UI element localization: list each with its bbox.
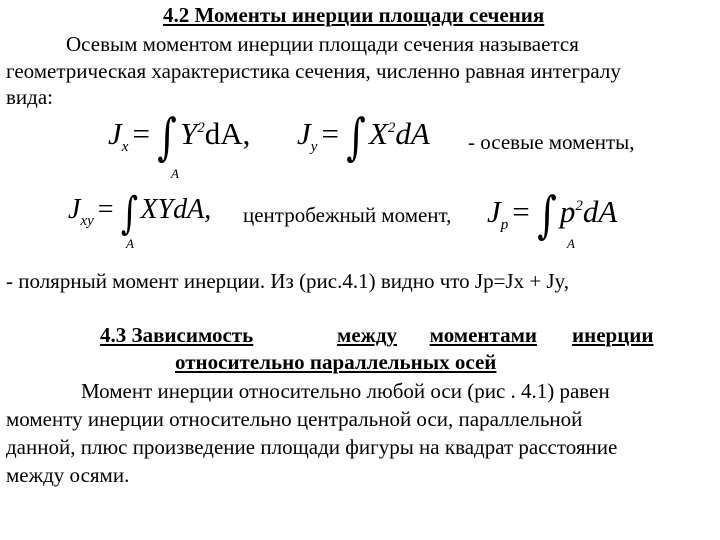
theorem-line-1: Момент инерции относительно любой оси (рис . 4.1) равен <box>81 379 610 403</box>
formula-jy-equals: = <box>321 116 339 151</box>
formula-jy-exponent: 2 <box>387 120 396 136</box>
definition-line-3: вида: <box>6 85 53 109</box>
section-4-3-title-word-2 <box>257 322 397 348</box>
formula-jx-differential: dA, <box>204 116 251 151</box>
integral-limit-a: A <box>171 166 179 181</box>
formula-jx <box>108 108 278 182</box>
formula-jx-variable: Y <box>179 116 198 151</box>
formula-jy-variable: X <box>368 116 388 151</box>
section-4-3-title-word-1: 4.3 Зависимость <box>100 323 254 347</box>
formula-jp-variable: p <box>559 194 576 229</box>
theorem-line-4: между осями. <box>6 463 130 487</box>
formula-jp-differential: dA <box>582 194 618 229</box>
formula-jy <box>297 108 457 182</box>
definition-line-1: Осевым моментом инерции площади сечения называется <box>66 32 579 56</box>
formula-jxy-equals: = <box>97 194 114 225</box>
section-4-3-title-word-2-text: между <box>337 323 397 347</box>
integral-sign: ∫ <box>157 108 177 166</box>
formula-jx-symbol: J <box>108 116 122 151</box>
integral-sign: ∫ <box>537 186 557 244</box>
formula-jxy-integrand: XYdA, <box>140 194 212 225</box>
formula-jp-subscript: p <box>500 217 509 233</box>
section-4-3-title-word-3 <box>397 322 537 348</box>
formula-jx-equals: = <box>132 116 150 151</box>
section-4-3-title-line-2: относительно параллельных осей <box>175 350 497 374</box>
formula-jy-subscript: y <box>310 139 318 155</box>
polar-moment-line: - полярный момент инерции. Из (рис.4.1) видно что Jp=Jx + Jy, <box>6 269 569 293</box>
integral-sign: ∫ <box>346 108 366 166</box>
formula-jp-exponent: 2 <box>575 198 583 214</box>
integral-limit-a: A <box>567 236 575 251</box>
formula-jp-symbol: J <box>487 194 501 229</box>
integral-limit-a: A <box>126 236 134 251</box>
formula-jxy-symbol: J <box>68 194 81 225</box>
section-4-2-title: 4.2 Моменты инерции площади сечения <box>163 3 545 27</box>
formula-jxy <box>68 188 228 254</box>
formula-jx-subscript: x <box>121 139 129 155</box>
formula-jp-equals: = <box>512 194 530 229</box>
theorem-line-2: моменту инерции относительно центральной оси, параллельной <box>6 407 583 431</box>
formula-jp <box>487 186 662 252</box>
formula-jx-exponent: 2 <box>197 120 205 136</box>
section-4-3-title-word-3-text: моментами <box>429 323 537 347</box>
definition-line-2: геометрическая характеристика сечения, численно равная интегралу <box>6 59 621 83</box>
axial-moments-label: - осевые моменты, <box>468 130 635 154</box>
theorem-line-3: данной, плюс произведение площади фигуры на квадрат расстояние <box>6 435 618 459</box>
formula-jy-symbol: J <box>297 116 311 151</box>
formula-jxy-subscript: xy <box>80 213 94 229</box>
formula-jy-differential: dA <box>395 116 430 151</box>
centrifugal-moment-label: центробежный момент, <box>243 203 452 227</box>
integral-sign: ∫ <box>120 188 138 239</box>
section-4-3-title-word-4-text: инерции <box>572 323 654 347</box>
section-4-3-title-word-4 <box>537 322 696 348</box>
